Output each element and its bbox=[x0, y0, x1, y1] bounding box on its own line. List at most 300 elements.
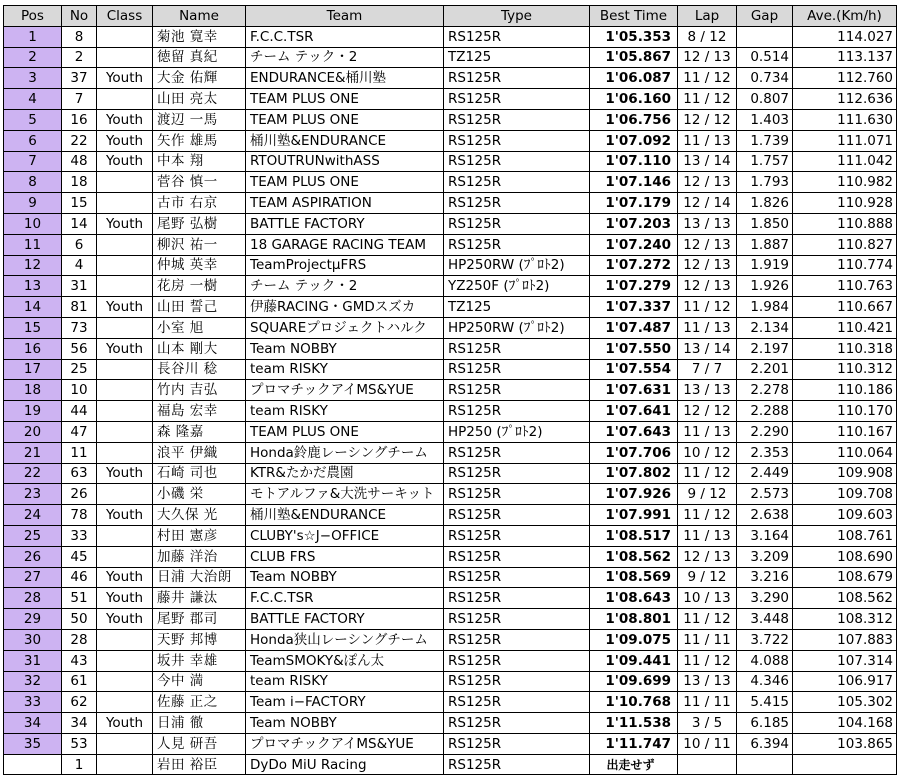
machine-type-cell: RS125R bbox=[444, 234, 590, 255]
machine-type-cell: TZ125 bbox=[444, 297, 590, 318]
header-class: Class bbox=[97, 6, 153, 27]
best-time-cell: 1'07.926 bbox=[590, 484, 678, 505]
gap-cell: 2.449 bbox=[737, 463, 793, 484]
table-row bbox=[4, 213, 897, 234]
header-best-time: Best Time bbox=[590, 6, 678, 27]
machine-type-cell: RS125R bbox=[444, 26, 590, 47]
average-speed-cell: 110.318 bbox=[793, 338, 897, 359]
pos-cell: 28 bbox=[4, 588, 62, 609]
machine-type-cell: RS125R bbox=[444, 546, 590, 567]
team-cell: 桶川塾&ENDURANCE bbox=[246, 505, 444, 526]
lap-cell: 11 / 12 bbox=[678, 89, 737, 110]
machine-type-cell: TZ125 bbox=[444, 47, 590, 68]
number-cell: 34 bbox=[62, 713, 97, 734]
team-cell: TEAM PLUS ONE bbox=[246, 172, 444, 193]
number-cell: 22 bbox=[62, 130, 97, 151]
team-cell: Team i−FACTORY bbox=[246, 692, 444, 713]
table-row bbox=[4, 276, 897, 297]
table-row bbox=[4, 463, 897, 484]
pos-cell: 25 bbox=[4, 525, 62, 546]
team-cell: SQUAREプロジェクトハルク bbox=[246, 317, 444, 338]
best-time-cell: 1'07.554 bbox=[590, 359, 678, 380]
average-speed-cell: 110.421 bbox=[793, 317, 897, 338]
average-speed-cell: 109.908 bbox=[793, 463, 897, 484]
table-row bbox=[4, 255, 897, 276]
pos-cell: 20 bbox=[4, 421, 62, 442]
team-cell: team RISKY bbox=[246, 359, 444, 380]
machine-type-cell: RS125R bbox=[444, 213, 590, 234]
gap-cell: 0.807 bbox=[737, 89, 793, 110]
best-time-cell: 1'08.569 bbox=[590, 567, 678, 588]
gap-cell: 5.415 bbox=[737, 692, 793, 713]
pos-cell: 17 bbox=[4, 359, 62, 380]
table-row bbox=[4, 442, 897, 463]
lap-cell: 12 / 13 bbox=[678, 47, 737, 68]
machine-type-cell: RS125R bbox=[444, 89, 590, 110]
number-cell: 37 bbox=[62, 68, 97, 89]
team-cell: KTR&たかだ農園 bbox=[246, 463, 444, 484]
gap-cell: 1.826 bbox=[737, 193, 793, 214]
average-speed-cell: 107.314 bbox=[793, 650, 897, 671]
best-time-cell: 1'06.160 bbox=[590, 89, 678, 110]
gap-cell: 2.288 bbox=[737, 401, 793, 422]
machine-type-cell: RS125R bbox=[444, 567, 590, 588]
rider-name-cell: 岩田 裕臣 bbox=[153, 754, 246, 775]
team-cell: BATTLE FACTORY bbox=[246, 609, 444, 630]
class-cell bbox=[97, 89, 153, 110]
table-row bbox=[4, 89, 897, 110]
number-cell: 62 bbox=[62, 692, 97, 713]
machine-type-cell: RS125R bbox=[444, 151, 590, 172]
gap-cell: 4.088 bbox=[737, 650, 793, 671]
number-cell: 47 bbox=[62, 421, 97, 442]
average-speed-cell: 111.630 bbox=[793, 109, 897, 130]
machine-type-cell: RS125R bbox=[444, 338, 590, 359]
lap-cell: 13 / 13 bbox=[678, 671, 737, 692]
number-cell: 10 bbox=[62, 380, 97, 401]
rider-name-cell: 菊池 寛幸 bbox=[153, 26, 246, 47]
table-row bbox=[4, 68, 897, 89]
rider-name-cell: 石崎 司也 bbox=[153, 463, 246, 484]
lap-cell: 8 / 12 bbox=[678, 26, 737, 47]
rider-name-cell: 花房 一樹 bbox=[153, 276, 246, 297]
table-row bbox=[4, 193, 897, 214]
lap-cell: 11 / 12 bbox=[678, 68, 737, 89]
pos-cell: 3 bbox=[4, 68, 62, 89]
table-row bbox=[4, 609, 897, 630]
machine-type-cell: RS125R bbox=[444, 713, 590, 734]
lap-cell: 12 / 13 bbox=[678, 255, 737, 276]
gap-cell: 3.448 bbox=[737, 609, 793, 630]
pos-cell: 32 bbox=[4, 671, 62, 692]
gap-cell: 3.290 bbox=[737, 588, 793, 609]
lap-cell: 3 / 5 bbox=[678, 713, 737, 734]
table-row bbox=[4, 629, 897, 650]
machine-type-cell: HP250 (ﾌﾟﾛﾄ2) bbox=[444, 421, 590, 442]
pos-cell: 12 bbox=[4, 255, 62, 276]
lap-cell: 10 / 11 bbox=[678, 733, 737, 754]
lap-cell: 9 / 12 bbox=[678, 567, 737, 588]
best-time-cell: 1'07.706 bbox=[590, 442, 678, 463]
number-cell: 18 bbox=[62, 172, 97, 193]
rider-name-cell: 徳留 真紀 bbox=[153, 47, 246, 68]
machine-type-cell: RS125R bbox=[444, 671, 590, 692]
best-time-cell: 1'08.517 bbox=[590, 525, 678, 546]
machine-type-cell: RS125R bbox=[444, 442, 590, 463]
class-cell bbox=[97, 255, 153, 276]
number-cell: 7 bbox=[62, 89, 97, 110]
gap-cell: 3.164 bbox=[737, 525, 793, 546]
rider-name-cell: 仲城 英幸 bbox=[153, 255, 246, 276]
number-cell: 1 bbox=[62, 754, 97, 775]
lap-cell: 7 / 7 bbox=[678, 359, 737, 380]
gap-cell: 2.638 bbox=[737, 505, 793, 526]
lap-cell: 12 / 13 bbox=[678, 276, 737, 297]
pos-cell bbox=[4, 754, 62, 775]
lap-cell: 12 / 13 bbox=[678, 234, 737, 255]
lap-cell: 11 / 12 bbox=[678, 609, 737, 630]
team-cell: TEAM PLUS ONE bbox=[246, 109, 444, 130]
gap-cell: 3.216 bbox=[737, 567, 793, 588]
team-cell: 伊藤RACING・GMDスズカ bbox=[246, 297, 444, 318]
number-cell: 56 bbox=[62, 338, 97, 359]
table-row bbox=[4, 588, 897, 609]
average-speed-cell: 110.888 bbox=[793, 213, 897, 234]
gap-cell: 2.197 bbox=[737, 338, 793, 359]
header-gap: Gap bbox=[737, 6, 793, 27]
table-row bbox=[4, 338, 897, 359]
rider-name-cell: 渡辺 一馬 bbox=[153, 109, 246, 130]
class-cell bbox=[97, 442, 153, 463]
results-table bbox=[3, 5, 897, 775]
best-time-cell: 1'07.641 bbox=[590, 401, 678, 422]
table-row bbox=[4, 754, 897, 775]
table-row bbox=[4, 151, 897, 172]
lap-cell: 13 / 13 bbox=[678, 213, 737, 234]
best-time-cell: 1'07.272 bbox=[590, 255, 678, 276]
best-time-cell: 1'06.756 bbox=[590, 109, 678, 130]
best-time-cell: 1'07.643 bbox=[590, 421, 678, 442]
average-speed-cell: 112.760 bbox=[793, 68, 897, 89]
pos-cell: 33 bbox=[4, 692, 62, 713]
best-time-cell: 1'07.092 bbox=[590, 130, 678, 151]
rider-name-cell: 矢作 雄馬 bbox=[153, 130, 246, 151]
average-speed-cell: 104.168 bbox=[793, 713, 897, 734]
table-row bbox=[4, 671, 897, 692]
best-time-cell: 1'09.075 bbox=[590, 629, 678, 650]
average-speed-cell: 111.071 bbox=[793, 130, 897, 151]
team-cell: Team NOBBY bbox=[246, 713, 444, 734]
rider-name-cell: 人見 研吾 bbox=[153, 733, 246, 754]
number-cell: 16 bbox=[62, 109, 97, 130]
average-speed-cell: 103.865 bbox=[793, 733, 897, 754]
best-time-cell: 1'06.087 bbox=[590, 68, 678, 89]
class-cell: Youth bbox=[97, 567, 153, 588]
table-row bbox=[4, 713, 897, 734]
team-cell: TEAM PLUS ONE bbox=[246, 421, 444, 442]
lap-cell: 11 / 13 bbox=[678, 130, 737, 151]
average-speed-cell bbox=[793, 754, 897, 775]
machine-type-cell: RS125R bbox=[444, 484, 590, 505]
lap-cell: 13 / 13 bbox=[678, 380, 737, 401]
average-speed-cell: 113.137 bbox=[793, 47, 897, 68]
number-cell: 8 bbox=[62, 26, 97, 47]
rider-name-cell: 竹内 吉弘 bbox=[153, 380, 246, 401]
gap-cell bbox=[737, 754, 793, 775]
lap-cell: 11 / 12 bbox=[678, 505, 737, 526]
class-cell bbox=[97, 276, 153, 297]
average-speed-cell: 108.761 bbox=[793, 525, 897, 546]
class-cell bbox=[97, 26, 153, 47]
class-cell bbox=[97, 546, 153, 567]
number-cell: 14 bbox=[62, 213, 97, 234]
machine-type-cell: RS125R bbox=[444, 609, 590, 630]
number-cell: 50 bbox=[62, 609, 97, 630]
rider-name-cell: 菅谷 慎一 bbox=[153, 172, 246, 193]
table-row bbox=[4, 401, 897, 422]
rider-name-cell: 森 隆嘉 bbox=[153, 421, 246, 442]
average-speed-cell: 110.827 bbox=[793, 234, 897, 255]
number-cell: 81 bbox=[62, 297, 97, 318]
header-average-speed: Ave.(Km/h) bbox=[793, 6, 897, 27]
class-cell bbox=[97, 484, 153, 505]
team-cell: BATTLE FACTORY bbox=[246, 213, 444, 234]
number-cell: 31 bbox=[62, 276, 97, 297]
average-speed-cell: 107.883 bbox=[793, 629, 897, 650]
class-cell: Youth bbox=[97, 297, 153, 318]
class-cell bbox=[97, 193, 153, 214]
machine-type-cell: RS125R bbox=[444, 172, 590, 193]
table-row bbox=[4, 505, 897, 526]
machine-type-cell: RS125R bbox=[444, 463, 590, 484]
team-cell: CLUB FRS bbox=[246, 546, 444, 567]
team-cell: team RISKY bbox=[246, 671, 444, 692]
class-cell bbox=[97, 629, 153, 650]
average-speed-cell: 106.917 bbox=[793, 671, 897, 692]
class-cell: Youth bbox=[97, 609, 153, 630]
gap-cell: 1.793 bbox=[737, 172, 793, 193]
lap-cell: 13 / 14 bbox=[678, 151, 737, 172]
average-speed-cell: 108.679 bbox=[793, 567, 897, 588]
machine-type-cell: RS125R bbox=[444, 68, 590, 89]
team-cell: TEAM PLUS ONE bbox=[246, 89, 444, 110]
best-time-cell: 1'09.441 bbox=[590, 650, 678, 671]
pos-cell: 23 bbox=[4, 484, 62, 505]
gap-cell: 1.739 bbox=[737, 130, 793, 151]
best-time-cell: 1'07.337 bbox=[590, 297, 678, 318]
number-cell: 26 bbox=[62, 484, 97, 505]
header-row bbox=[4, 6, 897, 27]
gap-cell: 2.573 bbox=[737, 484, 793, 505]
lap-cell: 13 / 14 bbox=[678, 338, 737, 359]
gap-cell: 2.290 bbox=[737, 421, 793, 442]
team-cell: RTOUTRUNwithASS bbox=[246, 151, 444, 172]
class-cell: Youth bbox=[97, 130, 153, 151]
machine-type-cell: RS125R bbox=[444, 629, 590, 650]
class-cell bbox=[97, 380, 153, 401]
machine-type-cell: RS125R bbox=[444, 109, 590, 130]
class-cell bbox=[97, 671, 153, 692]
team-cell: CLUBY's☆J−OFFICE bbox=[246, 525, 444, 546]
team-cell: 桶川塾&ENDURANCE bbox=[246, 130, 444, 151]
pos-cell: 34 bbox=[4, 713, 62, 734]
header-no: No bbox=[62, 6, 97, 27]
best-time-cell: 1'08.562 bbox=[590, 546, 678, 567]
best-time-cell: 1'07.802 bbox=[590, 463, 678, 484]
average-speed-cell: 109.603 bbox=[793, 505, 897, 526]
best-time-cell: 1'07.631 bbox=[590, 380, 678, 401]
machine-type-cell: RS125R bbox=[444, 650, 590, 671]
lap-cell: 11 / 12 bbox=[678, 650, 737, 671]
gap-cell: 2.134 bbox=[737, 317, 793, 338]
gap-cell bbox=[737, 26, 793, 47]
gap-cell: 1.919 bbox=[737, 255, 793, 276]
table-row bbox=[4, 546, 897, 567]
class-cell bbox=[97, 754, 153, 775]
pos-cell: 1 bbox=[4, 26, 62, 47]
pos-cell: 7 bbox=[4, 151, 62, 172]
team-cell: Honda鈴鹿レーシングチーム bbox=[246, 442, 444, 463]
team-cell: モトアルファ&大洗サーキット bbox=[246, 484, 444, 505]
lap-cell: 11 / 11 bbox=[678, 629, 737, 650]
average-speed-cell: 110.928 bbox=[793, 193, 897, 214]
machine-type-cell: RS125R bbox=[444, 588, 590, 609]
class-cell bbox=[97, 234, 153, 255]
average-speed-cell: 110.667 bbox=[793, 297, 897, 318]
best-time-cell: 1'07.550 bbox=[590, 338, 678, 359]
rider-name-cell: 今中 満 bbox=[153, 671, 246, 692]
gap-cell: 1.926 bbox=[737, 276, 793, 297]
rider-name-cell: 山田 誓己 bbox=[153, 297, 246, 318]
team-cell: TEAM ASPIRATION bbox=[246, 193, 444, 214]
average-speed-cell: 108.562 bbox=[793, 588, 897, 609]
class-cell: Youth bbox=[97, 505, 153, 526]
gap-cell: 2.278 bbox=[737, 380, 793, 401]
pos-cell: 9 bbox=[4, 193, 62, 214]
number-cell: 25 bbox=[62, 359, 97, 380]
table-row bbox=[4, 525, 897, 546]
lap-cell: 12 / 13 bbox=[678, 172, 737, 193]
header-name: Name bbox=[153, 6, 246, 27]
rider-name-cell: 古市 右京 bbox=[153, 193, 246, 214]
number-cell: 51 bbox=[62, 588, 97, 609]
machine-type-cell: RS125R bbox=[444, 505, 590, 526]
rider-name-cell: 福島 宏幸 bbox=[153, 401, 246, 422]
average-speed-cell: 108.312 bbox=[793, 609, 897, 630]
best-time-cell: 1'10.768 bbox=[590, 692, 678, 713]
average-speed-cell: 112.636 bbox=[793, 89, 897, 110]
number-cell: 4 bbox=[62, 255, 97, 276]
table-row bbox=[4, 650, 897, 671]
rider-name-cell: 長谷川 稔 bbox=[153, 359, 246, 380]
class-cell: Youth bbox=[97, 588, 153, 609]
lap-cell bbox=[678, 754, 737, 775]
rider-name-cell: 小室 旭 bbox=[153, 317, 246, 338]
lap-cell: 12 / 13 bbox=[678, 546, 737, 567]
rider-name-cell: 浪平 伊織 bbox=[153, 442, 246, 463]
gap-cell: 4.346 bbox=[737, 671, 793, 692]
average-speed-cell: 110.167 bbox=[793, 421, 897, 442]
team-cell: F.C.C.TSR bbox=[246, 26, 444, 47]
gap-cell: 1.403 bbox=[737, 109, 793, 130]
number-cell: 63 bbox=[62, 463, 97, 484]
number-cell: 53 bbox=[62, 733, 97, 754]
pos-cell: 8 bbox=[4, 172, 62, 193]
number-cell: 15 bbox=[62, 193, 97, 214]
best-time-cell: 1'07.146 bbox=[590, 172, 678, 193]
best-time-cell: 1'07.240 bbox=[590, 234, 678, 255]
machine-type-cell: HP250RW (ﾌﾟﾛﾄ2) bbox=[444, 317, 590, 338]
number-cell: 73 bbox=[62, 317, 97, 338]
rider-name-cell: 尾野 郡司 bbox=[153, 609, 246, 630]
number-cell: 11 bbox=[62, 442, 97, 463]
table-row bbox=[4, 130, 897, 151]
gap-cell: 2.353 bbox=[737, 442, 793, 463]
best-time-cell: 1'07.991 bbox=[590, 505, 678, 526]
pos-cell: 19 bbox=[4, 401, 62, 422]
average-speed-cell: 110.982 bbox=[793, 172, 897, 193]
pos-cell: 21 bbox=[4, 442, 62, 463]
rider-name-cell: 村田 憲彦 bbox=[153, 525, 246, 546]
header-pos: Pos bbox=[4, 6, 62, 27]
pos-cell: 31 bbox=[4, 650, 62, 671]
gap-cell: 0.514 bbox=[737, 47, 793, 68]
best-time-cell: 1'08.801 bbox=[590, 609, 678, 630]
best-time-cell: 1'07.203 bbox=[590, 213, 678, 234]
pos-cell: 22 bbox=[4, 463, 62, 484]
machine-type-cell: RS125R bbox=[444, 733, 590, 754]
lap-cell: 12 / 12 bbox=[678, 109, 737, 130]
best-time-cell: 1'07.279 bbox=[590, 276, 678, 297]
team-cell: TeamSMOKY&ぽん太 bbox=[246, 650, 444, 671]
average-speed-cell: 110.774 bbox=[793, 255, 897, 276]
average-speed-cell: 109.708 bbox=[793, 484, 897, 505]
class-cell bbox=[97, 421, 153, 442]
table-row bbox=[4, 26, 897, 47]
average-speed-cell: 108.690 bbox=[793, 546, 897, 567]
lap-cell: 11 / 13 bbox=[678, 317, 737, 338]
rider-name-cell: 尾野 弘樹 bbox=[153, 213, 246, 234]
pos-cell: 24 bbox=[4, 505, 62, 526]
team-cell: Team NOBBY bbox=[246, 567, 444, 588]
class-cell bbox=[97, 317, 153, 338]
team-cell: 18 GARAGE RACING TEAM bbox=[246, 234, 444, 255]
best-time-cell: 1'05.353 bbox=[590, 26, 678, 47]
pos-cell: 29 bbox=[4, 609, 62, 630]
best-time-cell: 1'08.643 bbox=[590, 588, 678, 609]
gap-cell: 2.201 bbox=[737, 359, 793, 380]
team-cell: TeamProjectμFRS bbox=[246, 255, 444, 276]
table-row bbox=[4, 567, 897, 588]
team-cell: チーム テック・2 bbox=[246, 276, 444, 297]
rider-name-cell: 山田 亮太 bbox=[153, 89, 246, 110]
lap-cell: 12 / 12 bbox=[678, 401, 737, 422]
rider-name-cell: 大久保 光 bbox=[153, 505, 246, 526]
number-cell: 6 bbox=[62, 234, 97, 255]
pos-cell: 30 bbox=[4, 629, 62, 650]
header-lap: Lap bbox=[678, 6, 737, 27]
gap-cell: 1.850 bbox=[737, 213, 793, 234]
lap-cell: 11 / 12 bbox=[678, 297, 737, 318]
table-row bbox=[4, 421, 897, 442]
gap-cell: 6.394 bbox=[737, 733, 793, 754]
team-cell: ENDURANCE&桶川塾 bbox=[246, 68, 444, 89]
class-cell bbox=[97, 401, 153, 422]
team-cell: F.C.C.TSR bbox=[246, 588, 444, 609]
team-cell: DyDo MiU Racing bbox=[246, 754, 444, 775]
pos-cell: 4 bbox=[4, 89, 62, 110]
rider-name-cell: 佐藤 正之 bbox=[153, 692, 246, 713]
